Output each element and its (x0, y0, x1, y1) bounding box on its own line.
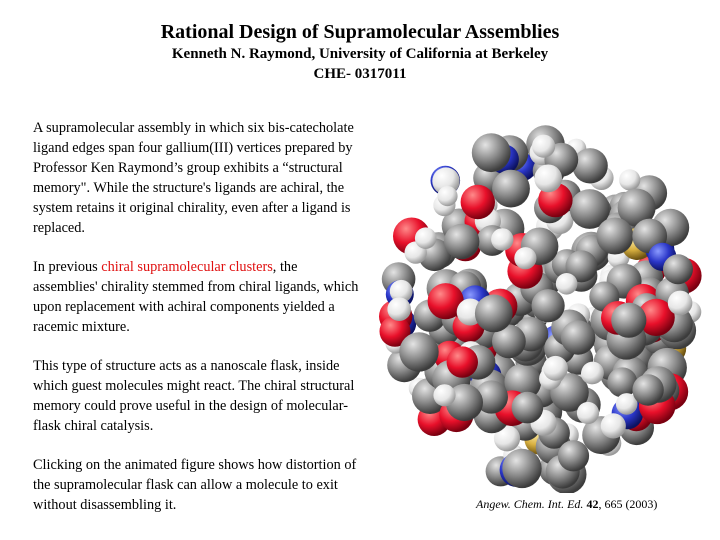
citation-journal: Angew. Chem. Int. Ed. (476, 497, 584, 511)
paragraph-animated-figure: Clicking on the animated figure shows how distortion of the supramolecular flask can allow a molecule to exit without disassembling it. (33, 457, 357, 513)
carbon-atom (596, 218, 633, 255)
carbon-atom (558, 440, 589, 471)
paragraph-nanoscale-flask: This type of structure acts as a nanoscale flask, inside which guest molecules might react. The chiral structural memory could prove useful in the design of molecular-flask chiral catalysis. (33, 358, 355, 434)
body-text (33, 118, 363, 534)
hydrogen-atom (534, 165, 562, 193)
oxygen-atom (447, 346, 478, 377)
slide-header (0, 20, 720, 84)
citation-pages: , 665 (2003) (598, 497, 658, 511)
chiral-clusters-link[interactable]: chiral supramolecular clusters (101, 259, 273, 275)
grant-number: CHE- 0317011 (313, 66, 407, 82)
hydrogen-atom (601, 413, 626, 438)
hydrogen-atom (668, 291, 693, 316)
paragraph-structure: A supramolecular assembly in which six bis-catecholate ligand edges span four gallium(III) vertices prepared by Professor Ken Raymond’s group exhibits a “structural memory". While the structure's ligands are achiral, the system retains it original chirality, even after a ligand is replaced. (33, 120, 354, 236)
carbon-atom (399, 332, 438, 371)
carbon-atom (611, 303, 646, 338)
molecule-model-image[interactable] (372, 118, 712, 493)
carbon-atom (572, 148, 607, 183)
hydrogen-atom (543, 356, 568, 381)
citation-volume: 42 (586, 497, 599, 511)
slide-title: Rational Design of Supramolecular Assemblies (160, 21, 560, 43)
paragraph-text: , the assemblies' chirality stemmed from chiral ligands, which upon replacement with achiral components yielded a racemic mixture. (33, 259, 359, 335)
carbon-atom (532, 289, 565, 322)
carbon-atom (561, 320, 595, 354)
paragraph-text: In previous (33, 259, 102, 275)
paragraph-previous-clusters (33, 257, 363, 337)
hydrogen-atom (514, 247, 536, 269)
hydrogen-atom (532, 135, 555, 158)
carbon-atom (502, 449, 541, 488)
carbon-atom (475, 295, 513, 333)
carbon-atom (444, 224, 479, 259)
hydrogen-atom (437, 186, 457, 206)
oxygen-atom (461, 185, 495, 219)
author-affiliation: Kenneth N. Raymond, University of California at Berkeley (171, 46, 549, 62)
hydrogen-atom (387, 297, 411, 321)
carbon-atom (632, 374, 663, 405)
hydrogen-atom (433, 384, 455, 406)
hydrogen-atom (581, 362, 604, 385)
supramolecular-assembly-figure[interactable] (372, 118, 712, 493)
hydrogen-atom (556, 273, 578, 295)
carbon-atom (663, 254, 693, 284)
carbon-atom (512, 392, 544, 424)
citation (476, 496, 657, 512)
hydrogen-atom (415, 227, 437, 249)
hydrogen-atom (577, 402, 599, 424)
hydrogen-atom (619, 169, 640, 190)
carbon-atom (492, 170, 530, 208)
hydrogen-atom (491, 228, 513, 250)
carbon-atom (472, 133, 511, 172)
